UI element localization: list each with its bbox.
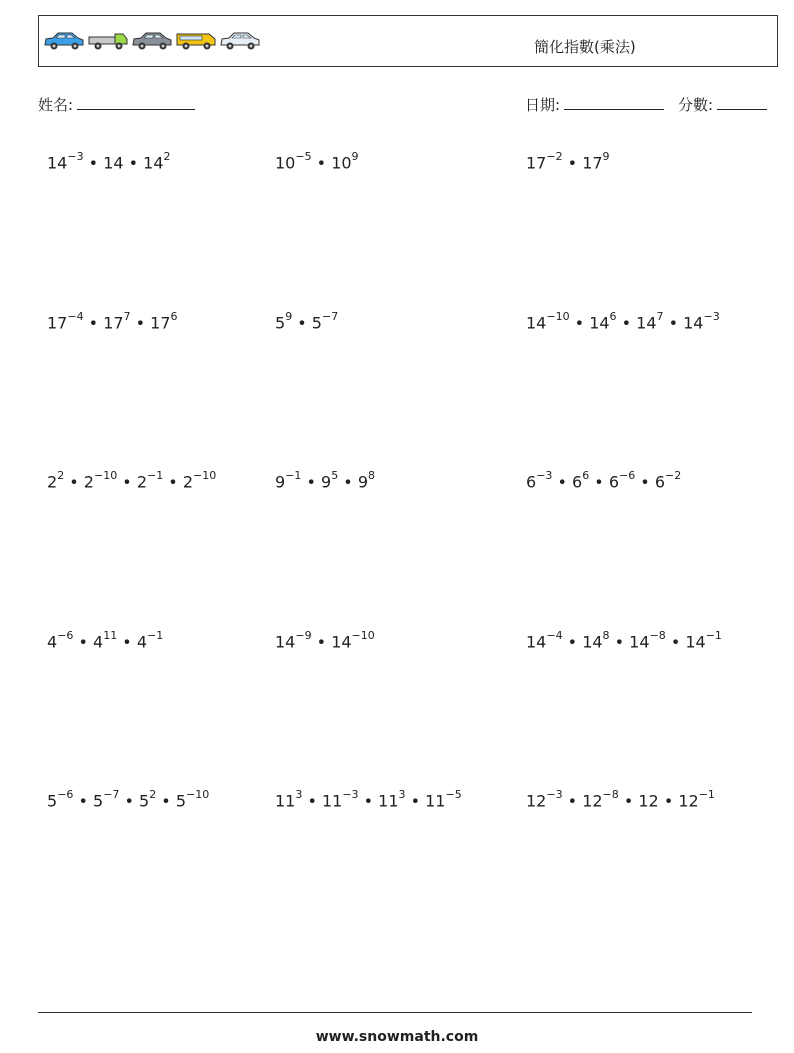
date-label: 日期: (525, 96, 561, 114)
multiply-dot: • (552, 472, 573, 492)
problem-9 (526, 471, 681, 491)
term-base: 14 (103, 153, 124, 173)
car-icon (131, 28, 173, 52)
name-blank[interactable] (77, 95, 195, 110)
term-base: 9 (357, 472, 368, 492)
term-base: 11 (321, 791, 343, 811)
multiply-dot: • (562, 632, 583, 652)
term-base: 17 (47, 313, 68, 333)
term-exponent: 2 (163, 150, 171, 163)
term-base: 17 (150, 313, 171, 333)
name-field (38, 94, 195, 115)
term-exponent: 2 (57, 469, 65, 482)
term-base: 10 (331, 153, 352, 173)
term-exponent: 2 (149, 788, 157, 801)
term-exponent: −2 (546, 150, 563, 163)
multiply-dot: • (609, 632, 630, 652)
term-base: 4 (93, 632, 104, 652)
term-exponent: 5 (331, 469, 339, 482)
term-exponent: −3 (342, 788, 359, 801)
term-base: 14 (47, 153, 68, 173)
term-exponent: −6 (57, 788, 74, 801)
name-label: 姓名: (38, 96, 74, 114)
term-base: 14 (629, 632, 650, 652)
term-base: 5 (139, 791, 150, 811)
multiply-dot: • (562, 791, 583, 811)
term-base: 2 (136, 472, 147, 492)
term-base: 14 (683, 313, 704, 333)
multiply-dot: • (83, 153, 104, 173)
problem-1 (47, 152, 171, 172)
term-base: 12 (678, 791, 699, 811)
term-base: 12 (638, 791, 659, 811)
multiply-dot: • (302, 791, 322, 811)
multiply-dot: • (665, 632, 686, 652)
term-exponent: −3 (703, 310, 720, 323)
problem-3 (526, 152, 610, 172)
term-base: 17 (582, 153, 603, 173)
problem-14 (275, 790, 462, 810)
term-exponent: 6 (582, 469, 590, 482)
score-blank[interactable] (717, 95, 767, 110)
date-blank[interactable] (564, 95, 664, 110)
term-exponent: 6 (609, 310, 617, 323)
multiply-dot: • (292, 313, 312, 333)
term-exponent: −3 (536, 469, 553, 482)
term-exponent: −1 (285, 469, 302, 482)
multiply-dot: • (117, 632, 137, 652)
term-exponent: −8 (602, 788, 619, 801)
term-exponent: −7 (321, 310, 339, 323)
multiply-dot: • (338, 472, 358, 492)
multiply-dot: • (123, 153, 144, 173)
term-base: 11 (378, 791, 399, 811)
problem-8 (275, 471, 375, 491)
term-exponent: 7 (656, 310, 664, 323)
term-exponent: −1 (147, 629, 164, 642)
term-exponent: −1 (698, 788, 715, 801)
term-base: 12 (582, 791, 603, 811)
multiply-dot: • (73, 632, 94, 652)
footer-url: www.snowmath.com (315, 1029, 479, 1045)
term-exponent: −1 (147, 469, 164, 482)
term-exponent: −7 (103, 788, 120, 801)
car-icon (219, 28, 261, 52)
multiply-dot: • (658, 791, 679, 811)
term-exponent: −10 (186, 788, 210, 801)
term-exponent: 9 (351, 150, 359, 163)
multiply-dot: • (117, 472, 137, 492)
term-exponent: −6 (57, 629, 74, 642)
term-base: 14 (582, 632, 603, 652)
car-icon (87, 28, 129, 52)
multiply-dot: • (562, 153, 583, 173)
term-base: 2 (83, 472, 94, 492)
car-icons (43, 28, 261, 52)
worksheet-title: 簡化指數(乘法) (534, 38, 636, 56)
term-exponent: 9 (285, 310, 293, 323)
term-base: 11 (425, 791, 446, 811)
multiply-dot: • (163, 472, 183, 492)
term-base: 5 (175, 791, 187, 811)
term-base: 14 (685, 632, 706, 652)
term-base: 14 (143, 153, 164, 173)
term-exponent: −6 (619, 469, 636, 482)
term-exponent: −4 (546, 629, 563, 642)
term-base: 14 (589, 313, 610, 333)
multiply-dot: • (405, 791, 426, 811)
term-base: 4 (47, 632, 58, 652)
date-field (525, 94, 664, 115)
term-exponent: −5 (445, 788, 462, 801)
term-base: 4 (136, 632, 147, 652)
term-base: 6 (608, 472, 619, 492)
problem-13 (47, 790, 209, 810)
score-field (678, 94, 767, 115)
multiply-dot: • (311, 153, 332, 173)
multiply-dot: • (119, 791, 140, 811)
term-base: 2 (47, 472, 58, 492)
term-exponent: −2 (665, 469, 682, 482)
term-base: 14 (331, 632, 352, 652)
term-base: 6 (526, 472, 537, 492)
term-exponent: 9 (602, 150, 610, 163)
term-base: 11 (275, 791, 296, 811)
term-exponent: 3 (398, 788, 406, 801)
term-exponent: −8 (649, 629, 666, 642)
problem-2 (275, 152, 359, 172)
term-base: 14 (526, 632, 547, 652)
multiply-dot: • (569, 313, 590, 333)
multiply-dot: • (358, 791, 379, 811)
footer-divider (38, 1012, 752, 1013)
term-base: 2 (182, 472, 194, 492)
term-exponent: −1 (705, 629, 722, 642)
term-exponent: −3 (546, 788, 563, 801)
term-base: 17 (526, 153, 547, 173)
term-base: 9 (275, 472, 286, 492)
problem-12 (526, 631, 722, 651)
term-base: 5 (93, 791, 104, 811)
problem-11 (275, 631, 375, 651)
term-base: 17 (103, 313, 124, 333)
problem-6 (526, 312, 720, 332)
term-exponent: −10 (351, 629, 375, 642)
multiply-dot: • (311, 632, 332, 652)
car-icon (175, 28, 217, 52)
term-exponent: 11 (103, 629, 118, 642)
term-base: 6 (572, 472, 583, 492)
problem-15 (526, 790, 715, 810)
term-base: 14 (636, 313, 657, 333)
multiply-dot: • (663, 313, 684, 333)
term-base: 10 (275, 153, 296, 173)
term-base: 14 (275, 632, 296, 652)
multiply-dot: • (616, 313, 637, 333)
term-exponent: −5 (295, 150, 312, 163)
term-exponent: −10 (546, 310, 570, 323)
term-exponent: −4 (67, 310, 84, 323)
multiply-dot: • (156, 791, 176, 811)
multiply-dot: • (618, 791, 639, 811)
header-box (38, 15, 778, 67)
multiply-dot: • (73, 791, 94, 811)
multiply-dot: • (64, 472, 84, 492)
term-exponent: −9 (295, 629, 312, 642)
term-exponent: −3 (67, 150, 84, 163)
term-exponent: 6 (170, 310, 178, 323)
car-icon (43, 28, 85, 52)
multiply-dot: • (301, 472, 322, 492)
term-base: 5 (47, 791, 58, 811)
score-label: 分數: (678, 96, 714, 114)
term-exponent: 3 (295, 788, 303, 801)
multiply-dot: • (83, 313, 104, 333)
multiply-dot: • (130, 313, 151, 333)
term-exponent: 8 (368, 469, 375, 482)
term-base: 5 (275, 313, 286, 333)
term-base: 12 (526, 791, 547, 811)
multiply-dot: • (635, 472, 655, 492)
term-exponent: −10 (193, 469, 217, 482)
term-base: 14 (526, 313, 547, 333)
problem-7 (47, 471, 216, 491)
term-base: 5 (311, 313, 322, 333)
term-base: 9 (321, 472, 332, 492)
term-exponent: 8 (602, 629, 610, 642)
problem-4 (47, 312, 178, 332)
multiply-dot: • (589, 472, 609, 492)
term-exponent: 7 (123, 310, 131, 323)
term-exponent: −10 (93, 469, 118, 482)
problem-10 (47, 631, 163, 651)
term-base: 6 (654, 472, 666, 492)
problem-5 (275, 312, 338, 332)
